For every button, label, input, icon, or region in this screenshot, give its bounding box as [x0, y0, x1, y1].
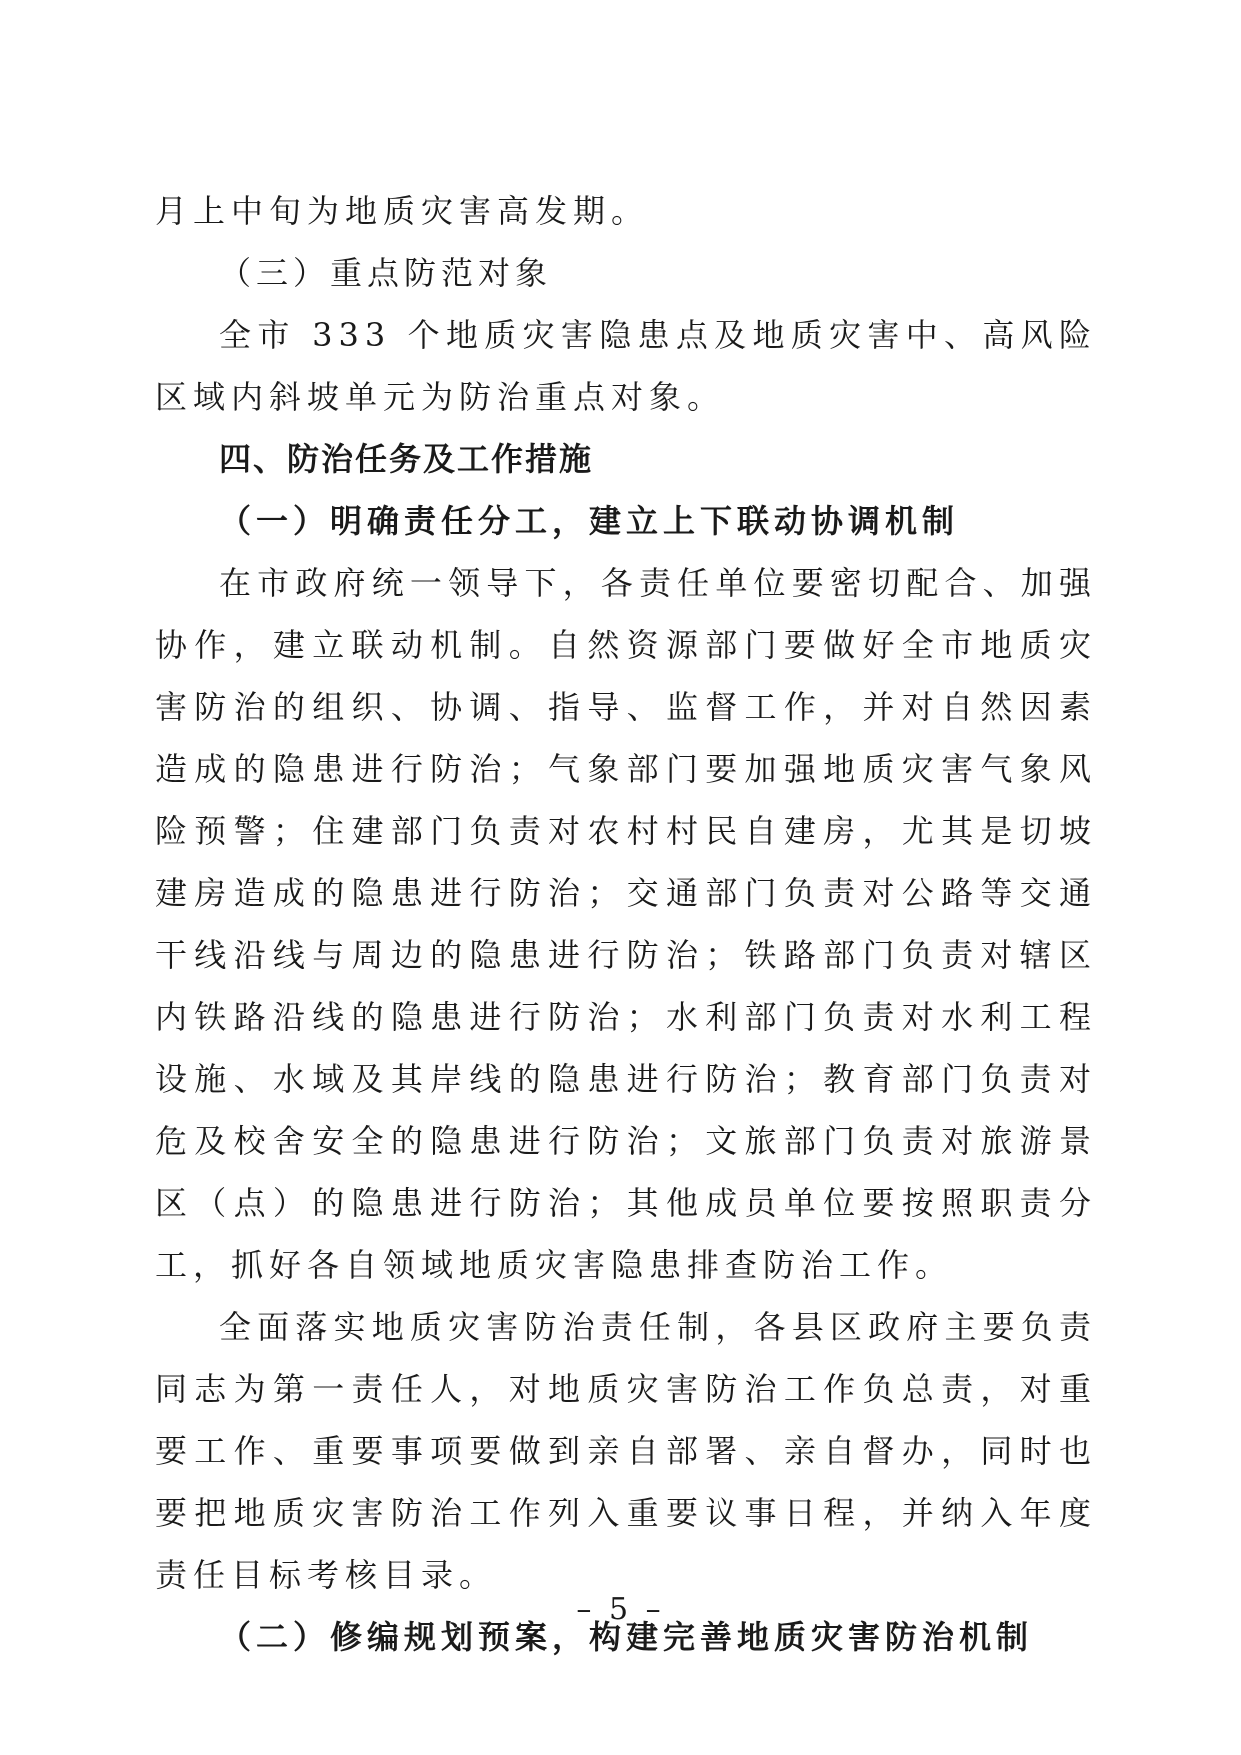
page-number: – 5 – [576, 1592, 665, 1627]
paragraph-key-targets: 全市 333 个地质灾害隐患点及地质灾害中、高风险区域内斜坡单元为防治重点对象。 [155, 316, 1097, 416]
section-heading-4-1: （一）明确责任分工，建立上下联动协调机制 [219, 502, 960, 540]
paragraph-continuation: 月上中旬为地质灾害高发期。 [155, 192, 650, 230]
paragraph-accountability: 全面落实地质灾害防治责任制，各县区政府主要负责同志为第一责任人，对地质灾害防治工作负总责，对重要工作、重要事项要做到亲自部署、亲自督办，同时也要把地质灾害防治工作列入重要议事日程，并纳入年度责任目标考核目录。 [155, 1308, 1097, 1594]
document-body [155, 180, 1097, 1668]
paragraph-responsibilities: 在市政府统一领导下，各责任单位要密切配合、加强协作，建立联动机制。自然资源部门要做好全市地质灾害防治的组织、协调、指导、监督工作，并对自然因素造成的隐患进行防治；气象部门要加强地质灾害气象风险预警；住建部门负责对农村村民自建房，尤其是切坡建房造成的隐患进行防治；交通部门负责对公路等交通干线沿线与周边的隐患进行防治；铁路部门负责对辖区内铁路沿线的隐患进行防治；水利部门负责对水利工程设施、水域及其岸线的隐患进行防治；教育部门负责对危及校舍安全的隐患进行防治；文旅部门负责对旅游景区（点）的隐患进行防治；其他成员单位要按照职责分工，抓好各自领域地质灾害隐患排查防治工作。 [155, 564, 1097, 1284]
section-heading-3: （三）重点防范对象 [219, 254, 553, 292]
chapter-heading-4: 四、防治任务及工作措施 [219, 440, 594, 478]
section-heading-4-2: （二）修编规划预案，构建完善地质灾害防治机制 [219, 1618, 1034, 1656]
